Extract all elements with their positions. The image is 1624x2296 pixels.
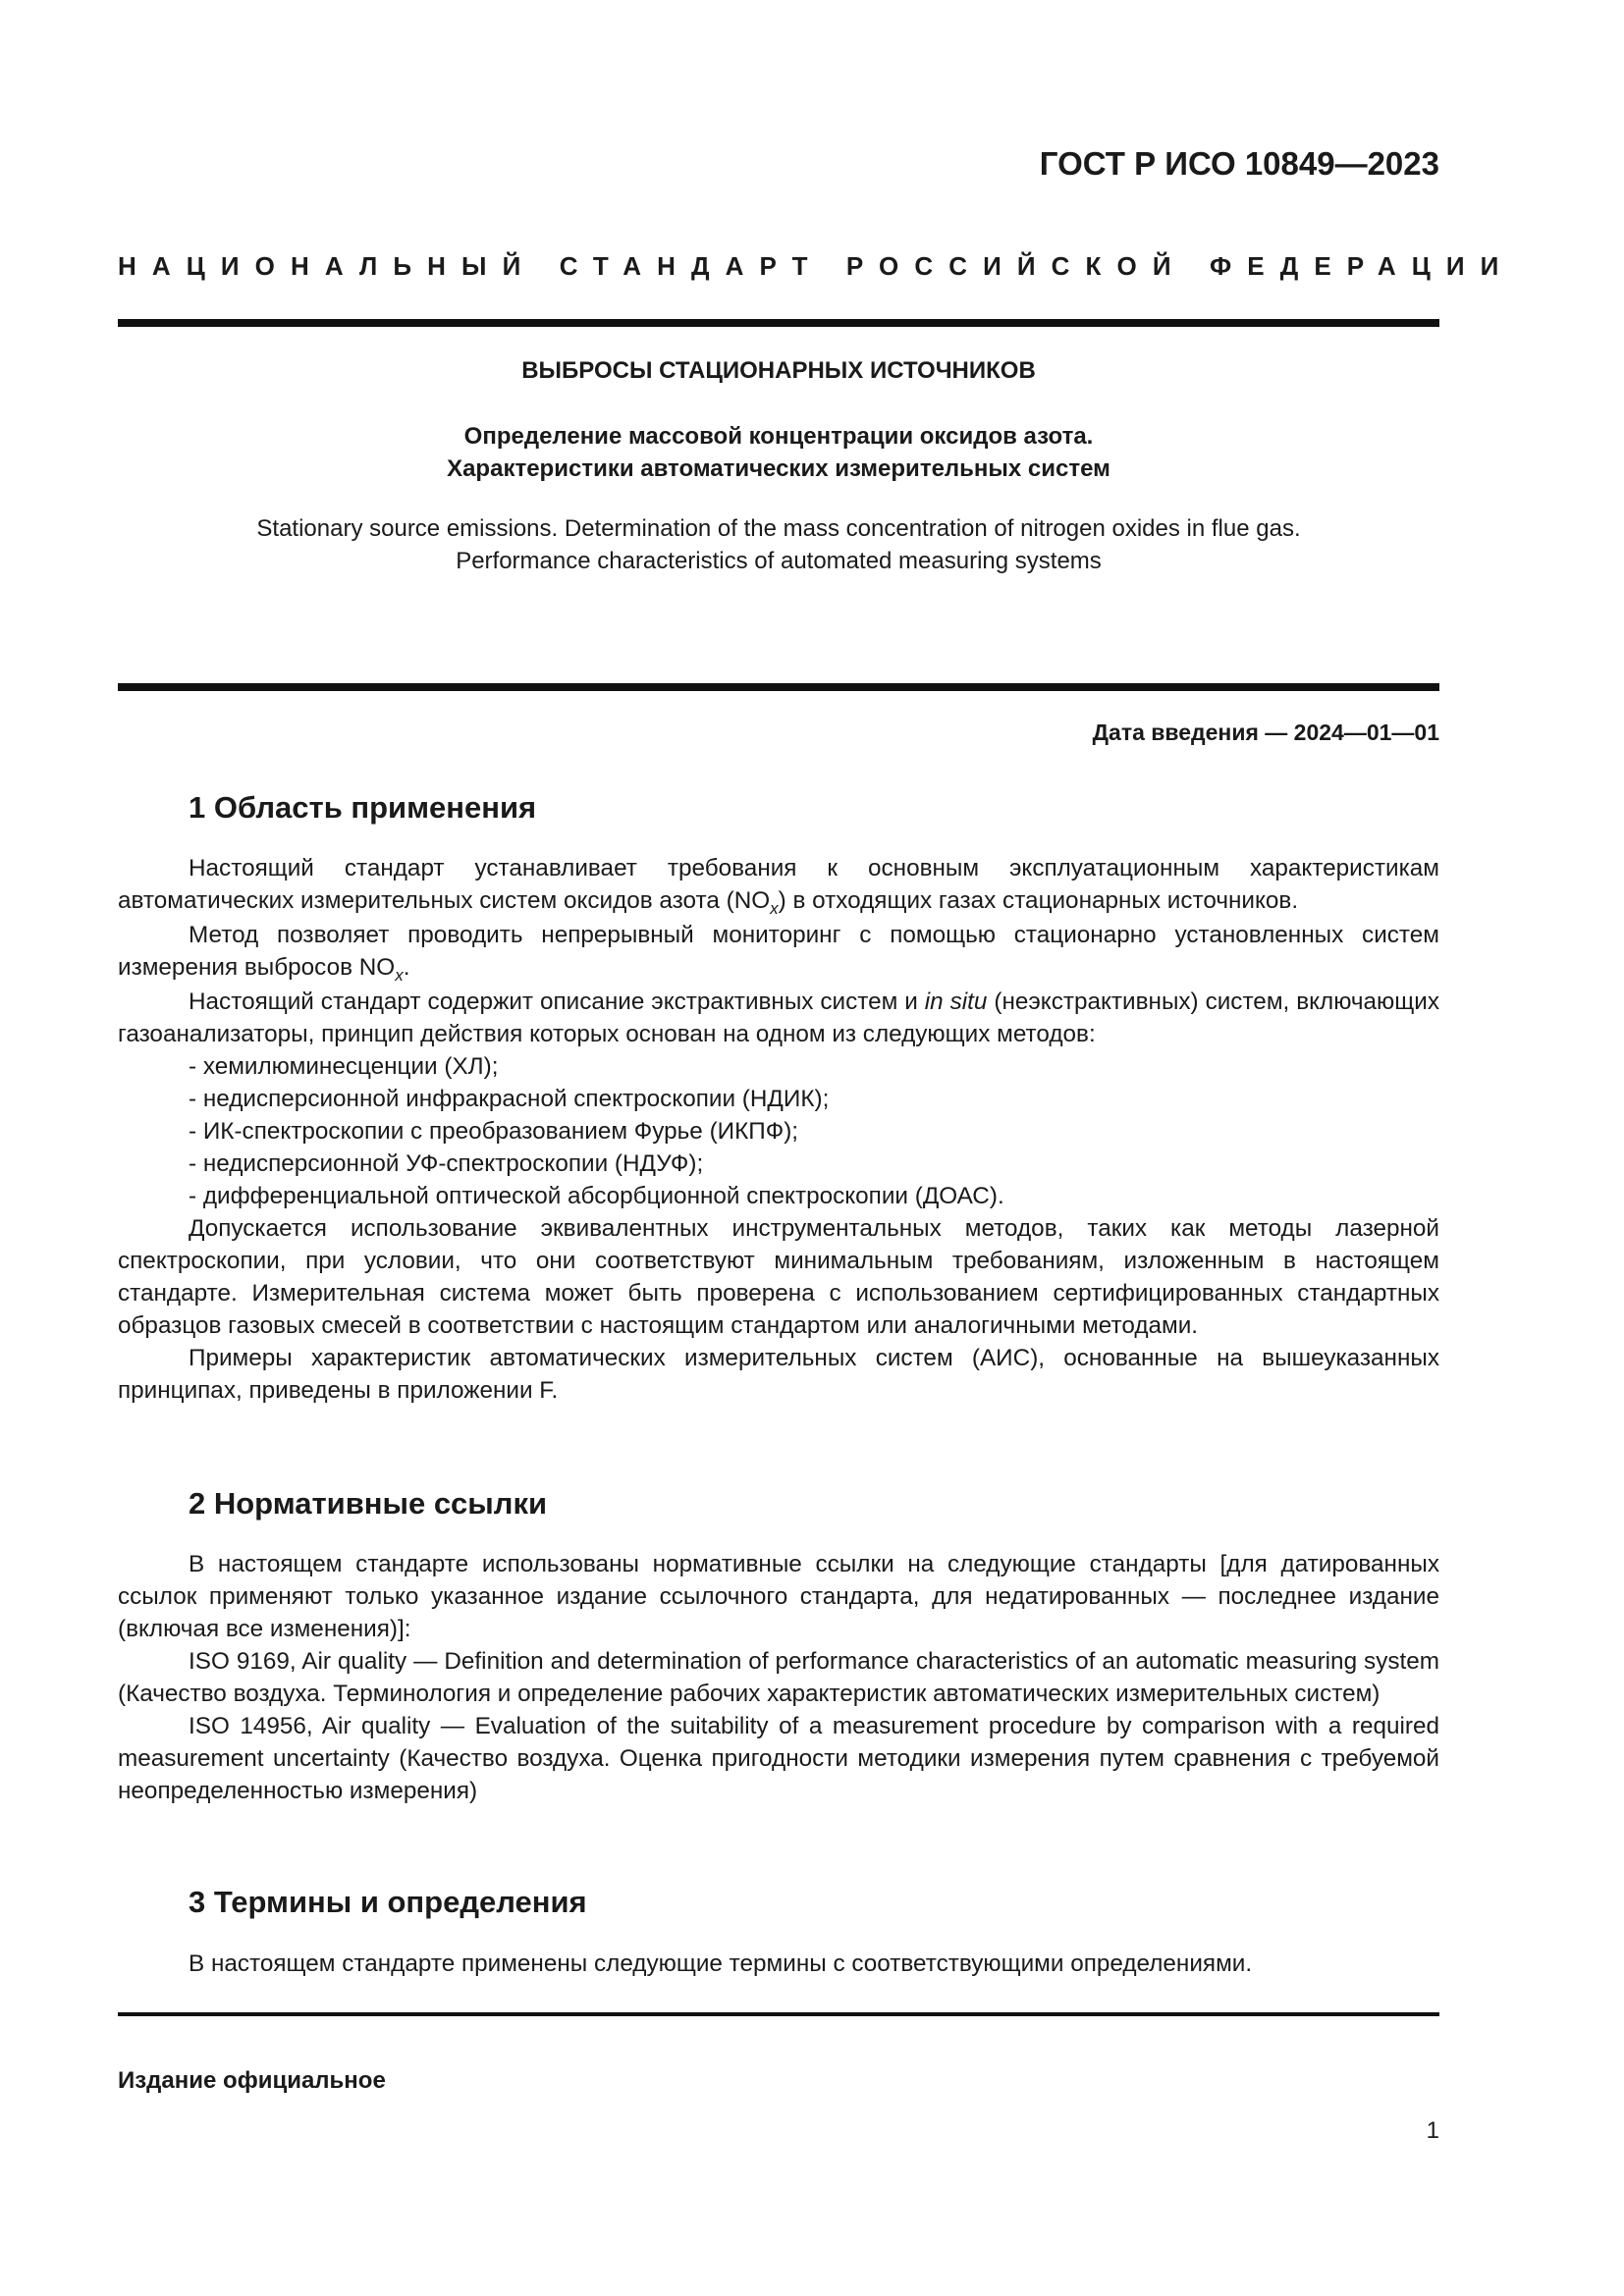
text-run: Настоящий стандарт устанавливает требования к основным эксплуатационным характеристикам автоматических измерительных систем оксидов азота (NO: [118, 855, 1439, 914]
italic-term: in situ: [924, 988, 988, 1015]
list-item: - дифференциальной оптической абсорбционной спектроскопии (ДОАС).: [189, 1183, 1004, 1209]
title-divider: [118, 683, 1439, 691]
title-english: [118, 512, 1439, 577]
section-3-body: [118, 1948, 1439, 1980]
section-1-body: [118, 852, 1439, 1407]
title-subtitle-line2: Характеристики автоматических измерительных систем: [447, 455, 1110, 482]
paragraph: [118, 852, 1439, 919]
doc-number: ГОСТ Р ИСО 10849—2023: [1039, 145, 1439, 182]
title-subtitle: [118, 420, 1439, 485]
title-main: ВЫБРОСЫ СТАЦИОНАРНЫХ ИСТОЧНИКОВ: [521, 357, 1036, 384]
section-2-body: [118, 1548, 1439, 1807]
text-run: Метод позволяет проводить непрерывный мониторинг с помощью стационарно установленных систем измерения выбросов NO: [118, 922, 1439, 981]
footer-divider: [118, 2012, 1439, 2016]
paragraph: ISO 9169, Air quality — Definition and determination of performance characteristics of an automatic measuring system (Качество воздуха. Терминология и определение рабочих характеристик автоматических измерительных систем): [118, 1648, 1439, 1707]
national-standard-banner: НАЦИОНАЛЬНЫЙ СТАНДАРТ РОССИЙСКОЙ ФЕДЕРАЦИИ: [118, 251, 1515, 281]
document-page: [118, 0, 1515, 2296]
top-divider: [118, 319, 1439, 327]
paragraph: [118, 986, 1439, 1050]
section-1-heading: 1 Область применения: [189, 790, 537, 825]
section-3-heading: 3 Термины и определения: [189, 1885, 587, 1919]
intro-date: Дата введения — 2024—01—01: [1092, 720, 1439, 745]
paragraph: ISO 14956, Air quality — Evaluation of the suitability of a measurement procedure by comparison with a required measurement uncertainty (Качество воздуха. Оценка пригодности методики измерения путем сравнения с требуемой неопределенностью измерения): [118, 1713, 1439, 1804]
list-item: - недисперсионной УФ-спектроскопии (НДУФ);: [189, 1150, 704, 1177]
paragraph: Примеры характеристик автоматических измерительных систем (АИС), основанные на вышеуказанных принципах, приведены в приложении F.: [118, 1345, 1439, 1404]
paragraph: Допускается использование эквивалентных инструментальных методов, таких как методы лазерной спектроскопии, при условии, что они соответствуют минимальным требованиям, изложенным в настоящем стандарте. Измерительная система может быть проверена с использованием сертифицированных стандартных образцов газовых смесей в соответствии с настоящим стандартом или аналогичными методами.: [118, 1215, 1439, 1339]
subscript: x: [395, 966, 404, 985]
paragraph: В настоящем стандарте применены следующие термины с соответствующими определениями.: [189, 1950, 1253, 1977]
list-item: - недисперсионной инфракрасной спектроскопии (НДИК);: [189, 1086, 830, 1112]
list-item: - ИК-спектроскопии с преобразованием Фурье (ИКПФ);: [189, 1118, 799, 1145]
paragraph: В настоящем стандарте использованы нормативные ссылки на следующие стандарты [для датированных ссылок применяют только указанное издание ссылочного стандарта, для недатированных — последнее издание (включая все изменения)]:: [118, 1551, 1439, 1642]
edition-label: Издание официальное: [118, 2067, 386, 2094]
page-number: 1: [1426, 2117, 1439, 2144]
text-run: ) в отходящих газах стационарных источников.: [778, 887, 1299, 914]
title-english-line2: Performance characteristics of automated measuring systems: [456, 548, 1102, 574]
title-english-line1: Stationary source emissions. Determination of the mass concentration of nitrogen oxides in flue gas.: [256, 515, 1301, 542]
paragraph: [118, 919, 1439, 986]
list-item: - хемилюминесценции (ХЛ);: [189, 1053, 499, 1080]
section-2-heading: 2 Нормативные ссылки: [189, 1486, 548, 1521]
title-subtitle-line1: Определение массовой концентрации оксидов азота.: [463, 423, 1094, 450]
subscript: x: [770, 899, 779, 918]
text-run: Настоящий стандарт содержит описание экстрактивных систем и: [189, 988, 925, 1015]
text-run: (неэкстрактивных) систем, включающих газоанализаторы, принцип действия которых основан на одном из следующих методов:: [118, 988, 1439, 1047]
text-run: .: [403, 954, 410, 981]
